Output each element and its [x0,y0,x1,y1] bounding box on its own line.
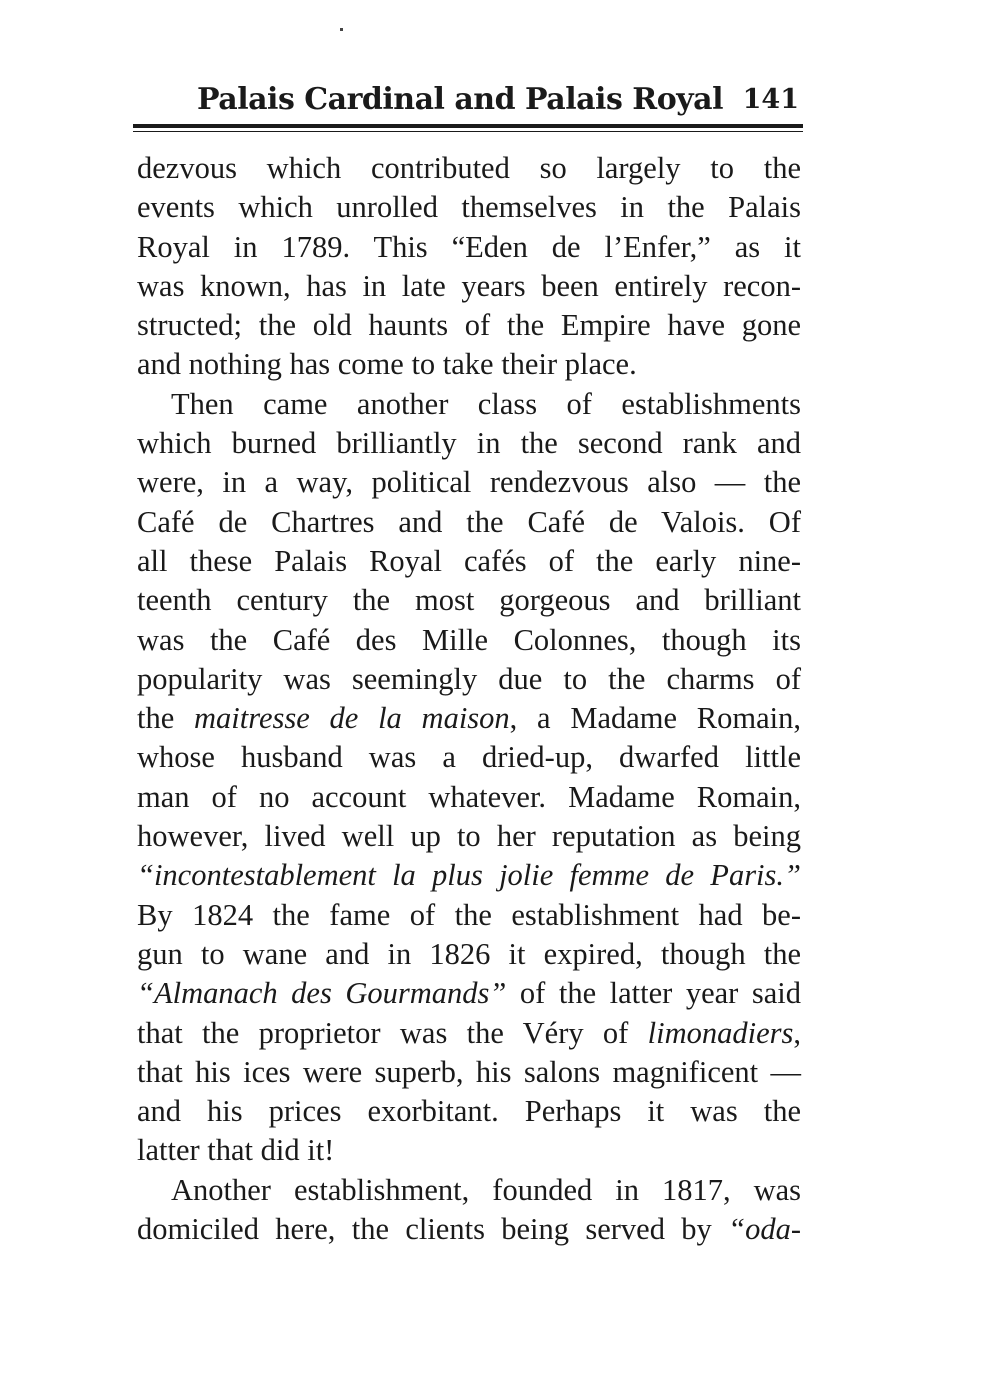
text-line [137,1210,801,1249]
text-line [137,542,801,581]
text-line [137,738,801,777]
text-segment: dezvous which contributed so largely to the [137,151,801,185]
italic-phrase: “Almanach des Gourmands” [137,976,507,1011]
text-segment: popularity was seemingly due to the charms of [137,661,801,696]
page-number: 141 [742,84,799,115]
text-segment: whose husband was a dried-up, dwarfed little [137,740,801,775]
text-segment: Royal in 1789. This “Eden de l’Enfer,” as it [137,229,801,264]
text-line [137,503,801,542]
text-line [137,935,801,974]
text-line [137,1014,801,1053]
running-header [133,78,803,122]
text-segment: of the latter year said [506,976,801,1011]
header-rule-thin [133,131,803,132]
text-segment: and his prices exorbitant. Perhaps it was the [137,1094,801,1129]
scan-speck [340,28,343,31]
text-line [137,463,801,502]
text-line [137,896,801,935]
text-segment: gun to wane and in 1826 it expired, though the [137,936,801,971]
text-line [137,385,801,424]
text-line [137,1053,801,1092]
text-line [137,1131,801,1170]
text-segment: was known, has in late years been entirely recon- [137,268,801,303]
italic-phrase: “incontestablement la plus jolie femme de Paris.” [137,858,801,893]
text-line [137,267,801,306]
text-segment: the [137,701,195,736]
header-rule-thick [133,124,803,128]
text-segment: By 1824 the fame of the establishment had be- [137,897,801,932]
text-segment: which burned brilliantly in the second rank and [137,426,801,461]
italic-phrase: maitresse de la maison [194,701,510,736]
text-segment: teenth century the most gorgeous and brilliant [137,583,801,618]
text-segment: , [793,1015,801,1050]
text-line [137,699,801,738]
text-line [137,778,801,817]
text-segment: Another establishment, founded in 1817, was [171,1172,801,1207]
text-segment: all these Palais Royal cafés of the early nine- [137,543,801,578]
text-line [137,581,801,620]
text-line [137,188,801,227]
text-line [137,856,801,895]
running-title: Palais Cardinal and Palais Royal [197,82,723,117]
text-line [137,817,801,856]
text-line [137,424,801,463]
text-line [137,345,801,384]
text-segment: man of no account whatever. Madame Romain, [137,779,801,814]
text-line [137,306,801,345]
text-segment: however, lived well up to her reputation as being [137,819,801,854]
text-line [137,1092,801,1131]
text-segment: and nothing has come to take their place. [137,347,637,382]
italic-phrase: limonadiers [647,1015,794,1050]
text-segment: domiciled here, the clients being served by [137,1212,729,1247]
body-text [137,149,801,1249]
text-segment: Café de Chartres and the Café de Valois. Of [137,504,801,539]
text-segment: was the Café des Mille Colonnes, though its [137,622,801,657]
text-segment: , a Madame Romain, [509,701,801,736]
text-segment: that his ices were superb, his salons magnificent — [137,1054,801,1089]
text-line [137,660,801,699]
text-line [137,621,801,660]
text-segment: that the proprietor was the Véry of [137,1015,648,1050]
italic-phrase: “oda- [728,1212,801,1247]
text-segment: latter that did it! [137,1133,335,1168]
text-line [137,974,801,1013]
text-segment: Then came another class of establishments [171,386,801,421]
text-segment: were, in a way, political rendezvous also — the [137,465,801,500]
text-segment: structed; the old haunts of the Empire have gone [137,308,801,343]
text-line [137,149,801,188]
text-line [137,1171,801,1210]
text-line [137,228,801,267]
text-segment: events which unrolled themselves in the Palais [137,190,801,225]
